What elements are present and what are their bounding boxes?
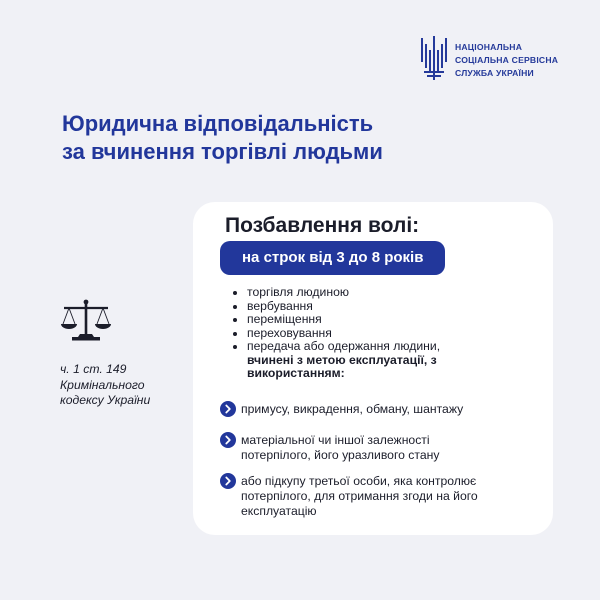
- means-line: експлуатацію: [241, 504, 317, 518]
- means-line: або підкупу третьої особи, яка контролює: [241, 474, 477, 488]
- acts-item-emphasis: вчинені з метою експлуатації, з: [247, 352, 437, 367]
- law-line: Кримінального: [60, 377, 145, 392]
- brand-line: СОЦІАЛЬНА СЕРВІСНА: [455, 55, 559, 65]
- acts-list-item: • переміщення: [247, 313, 440, 327]
- acts-list-item: • вербування: [247, 300, 440, 314]
- page-title: [62, 110, 383, 166]
- acts-list: [233, 286, 440, 381]
- means-line: потерпілого, для отримання згоди на його: [241, 489, 478, 503]
- acts-list-item: • переховування: [247, 327, 440, 341]
- means-line: потерпілого, його уразливого стану: [241, 448, 440, 462]
- means-item-text: [241, 402, 541, 417]
- means-line: матеріальної чи іншої залежності: [241, 433, 430, 447]
- page-title-line: Юридична відповідальність: [62, 111, 374, 136]
- brand-block: [419, 32, 589, 88]
- acts-item-text: передача або одержання людини,: [247, 339, 441, 353]
- page-title-line: за вчинення торгівлі людьми: [62, 139, 383, 164]
- brand-line: СЛУЖБА УКРАЇНИ: [455, 68, 534, 78]
- trident-logo-icon: [419, 34, 449, 84]
- law-line: ч. 1 ст. 149: [60, 362, 127, 376]
- law-reference-block: [60, 298, 190, 409]
- chevron-right-icon: [220, 473, 236, 489]
- means-item-text: [241, 474, 541, 519]
- means-line: примусу, викрадення, обману, шантажу: [241, 402, 464, 416]
- penalty-heading: Позбавлення волі:: [225, 214, 420, 237]
- scales-of-justice-icon: [60, 298, 112, 342]
- acts-item-emphasis: використанням:: [247, 366, 345, 380]
- brand-line: НАЦІОНАЛЬНА: [455, 42, 523, 52]
- brand-name: [455, 41, 558, 80]
- penalty-card: [193, 202, 553, 535]
- law-article-reference: [60, 362, 190, 409]
- acts-list-item: • торгівля людиною: [247, 286, 440, 300]
- law-line: кодексу України: [60, 393, 151, 407]
- chevron-right-icon: [220, 432, 236, 448]
- acts-list-item: [247, 340, 440, 381]
- penalty-term-badge: на строк від 3 до 8 років: [220, 241, 445, 275]
- means-item-text: [241, 433, 541, 463]
- chevron-right-icon: [220, 401, 236, 417]
